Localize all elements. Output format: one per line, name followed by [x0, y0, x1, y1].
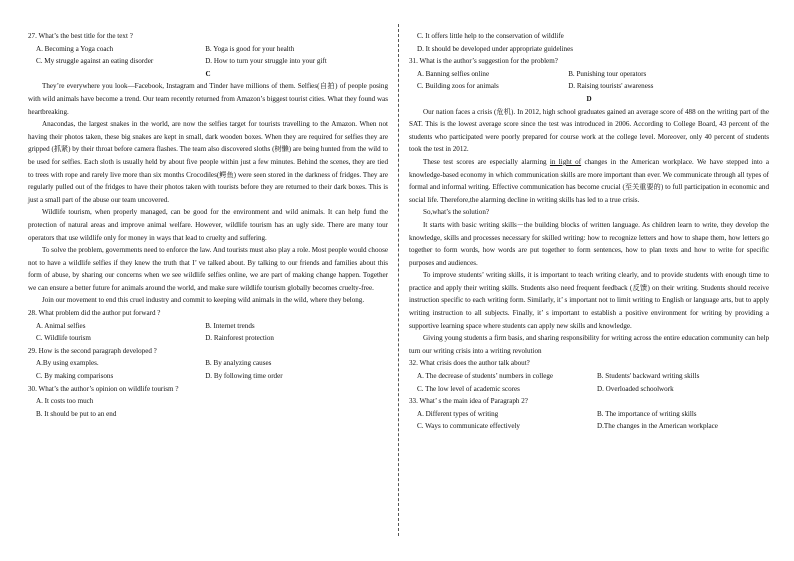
q30-option-c: C. It offers little help to the conservation of wildlife — [417, 32, 564, 40]
q29-option-a: A.By using examples. — [36, 359, 99, 368]
q31-options — [409, 68, 769, 93]
q33-option-c: C. Ways to communicate effectively — [417, 422, 520, 431]
passage-c-paragraph-1: They’re everywhere you look—Facebook, Instagram and Tinder have millions of them. Selfies(自拍) of people posing with wild animals have become a trend. Our team recently returned from Amazon’s biggest tourist cities. What they found was heartbreaking. — [28, 82, 388, 116]
q27-option-a: A. Becoming a Yoga coach — [36, 44, 114, 53]
passage-c-paragraph-4: To solve the problem, governments need to enforce the law. And tourists must also play a role. Most people would choose not to have a wildlife selfies if they knew the truth that I’ ve talked about. By talking to our friends and families about this form of abuse, by sharing our concerns when we see wildlife selfies online, we are part of making change happen. Together we can ensure a better future for animals around the world, and make sure wildlife tourism globally becomes cruelty-free. — [28, 246, 388, 292]
q28-options — [28, 320, 388, 345]
q30-options-right — [409, 30, 769, 55]
passage-d-paragraph-6: Giving young students a firm basis, and sharing responsibility for writing across the entire education community can help turn our writing crisis into a writing revolution — [409, 334, 769, 355]
q32-options — [409, 370, 769, 395]
passage-d-paragraph-4: It starts with basic writing skills－the building blocks of written language. As children learn to write, they develop the knowledge, skills and processes necessary for skilled writing: how to recognize letters and how to shape them, how letters go together to form words, how words are put together to form sentences, how to plan texts and how to write for specific purposes and audiences. — [409, 220, 769, 267]
passage-c-heading: C — [205, 69, 211, 78]
passage-d-paragraph-3: So,what’s the solution? — [423, 208, 490, 217]
q32-option-b: B. Students' backward writing skills — [597, 372, 700, 381]
q27-option-c: C. My struggle against an eating disorder — [36, 57, 154, 66]
passage-d-paragraph-5: To improve students’ writing skills, it is important to teach writing clearly, and to provide students with enough time to practice and apply their writing skills. Students also need frequent feedback (反馈) on their writing. Students should receive instruction specific to each writing form. Similarly, it’ s important not to limit writing to English or language arts, but to apply writing instruction to all subjects. Finally, it’ s important to establish a positive environment for writing by providing a supportive learning space where students can apply new skills and knowledge. — [409, 271, 769, 330]
q28-option-c: C. Wildlife tourism — [36, 334, 91, 343]
q30-stem: 30. What’s the author’s opinion on wildlife tourism ? — [28, 384, 179, 393]
passage-c-paragraph-2: Anacondas, the largest snakes in the world, are now the selfies target for tourists travelling to the Amazon. When not having their photos taken, these big snakes are kept in small, dark wooden boxes. When they are required for selfies they are gripped (抓紧) by their throat before camera flashes. The team also discovered sloths (树懒) are being hunted from the wild to be used for selfies. Each sloth is usually held by about five people within just a few minutes. Behind the scenes, they are tied to trees with rope and rarely live more than six months Crocodiles(鳄鱼) were seen stored in the darkness of fridges. They are regularly pulled out of the fridges to have their photos taken with tourists before they are returned to their dark boxes. This is just a small part of the abuse our team uncovered. — [28, 120, 388, 204]
passage-d-paragraph-1: Our nation faces a crisis (危机). In 2012, high school graduates gained an average score of 488 on the writing part of the SAT. This is the lowest average score since the test was introduced in 2006. According to College Board, 43 percent of the students who participated were poorly prepared for course work at the college level. Moreover, only 40 percent of students took the test in 2012. — [409, 107, 769, 154]
q27-option-b: B. Yoga is good for your health — [205, 44, 295, 53]
underlined-phrase: in light of — [549, 157, 582, 166]
q28-option-d: D. Rainforest protection — [205, 334, 274, 343]
q31-option-c: C. Building zoos for animals — [417, 82, 499, 91]
q33-option-a: A. Different types of writing — [417, 409, 499, 418]
q32-stem: 32. What crisis does the author talk about? — [409, 359, 530, 368]
q28-option-b: B. Internet trends — [205, 321, 255, 330]
q33-stem: 33. What’ s the main idea of Paragraph 2? — [409, 397, 528, 406]
left-column — [28, 30, 388, 420]
right-column — [409, 30, 769, 433]
q31-stem: 31. What is the author’s suggestion for the problem? — [409, 57, 558, 66]
passage-d-paragraph-2 — [409, 156, 769, 206]
column-divider — [398, 24, 399, 536]
q29-option-b: B. By analyzing causes — [205, 359, 272, 368]
q31-option-d: D. Raising tourists' awareness — [568, 82, 654, 91]
q32-option-d: D. Overloaded schoolwork — [597, 384, 674, 393]
q33-options — [409, 408, 769, 433]
q30-option-a: A. It costs too much — [36, 397, 94, 406]
q32-option-a: A. The decrease of students’ numbers in college — [417, 372, 554, 381]
q29-option-c: C. By making comparisons — [36, 372, 114, 381]
passage-c-paragraph-3: Wildlife tourism, when properly managed, can be good for the environment and wild animals. It can help fund the protection of natural areas and improve animal welfare. However, wildlife tourism has an ugly side. There are many tour operators that use wildlife only for money in ways that lead to cruelty and suffering. — [28, 208, 388, 242]
q31-option-b: B. Punishing tour operators — [568, 69, 647, 78]
q30-option-b: B. It should be put to an end — [36, 409, 117, 418]
q32-option-c: C. The low level of academic scores — [417, 384, 520, 393]
passage-c-paragraph-5: Join our movement to end this cruel industry and commit to keeping wild animals in the wild, where they belong. — [42, 296, 365, 305]
q27-option-d: D. How to turn your struggle into your gift — [205, 57, 327, 66]
q30-options-left — [28, 395, 388, 420]
q29-options — [28, 357, 388, 382]
q29-option-d: D. By following time order — [205, 372, 283, 381]
q27-stem: 27. What’s the best title for the text ? — [28, 32, 133, 40]
passage-d-paragraph-2-rest: changes in the American workplace. We have stepped into a knowledge-based economy in which communication skills are more important than ever. We communicate through all types of formal and informal writing. Effective communication has become crucial (至关重要的) to full participation in economic and social life. Therefore,the alarming decline in writing skills has led to a true crisis. — [409, 157, 770, 204]
q29-stem: 29. How is the second paragraph developed ? — [28, 346, 157, 355]
q31-option-a: A. Banning selfies online — [417, 69, 490, 78]
q33-option-b: B. The importance of writing skills — [597, 409, 697, 418]
q27-options — [28, 43, 388, 68]
passage-d-heading: D — [586, 94, 592, 103]
q28-option-a: A. Animal selfies — [36, 321, 86, 330]
q28-stem: 28. What problem did the author put forward ? — [28, 309, 161, 318]
q30-option-d: D. It should be developed under appropriate guidelines — [417, 44, 574, 53]
passage-d-paragraph-2-start: These test scores are especially alarming — [423, 157, 550, 166]
q33-option-d: D.The changes in the American workplace — [597, 422, 718, 431]
